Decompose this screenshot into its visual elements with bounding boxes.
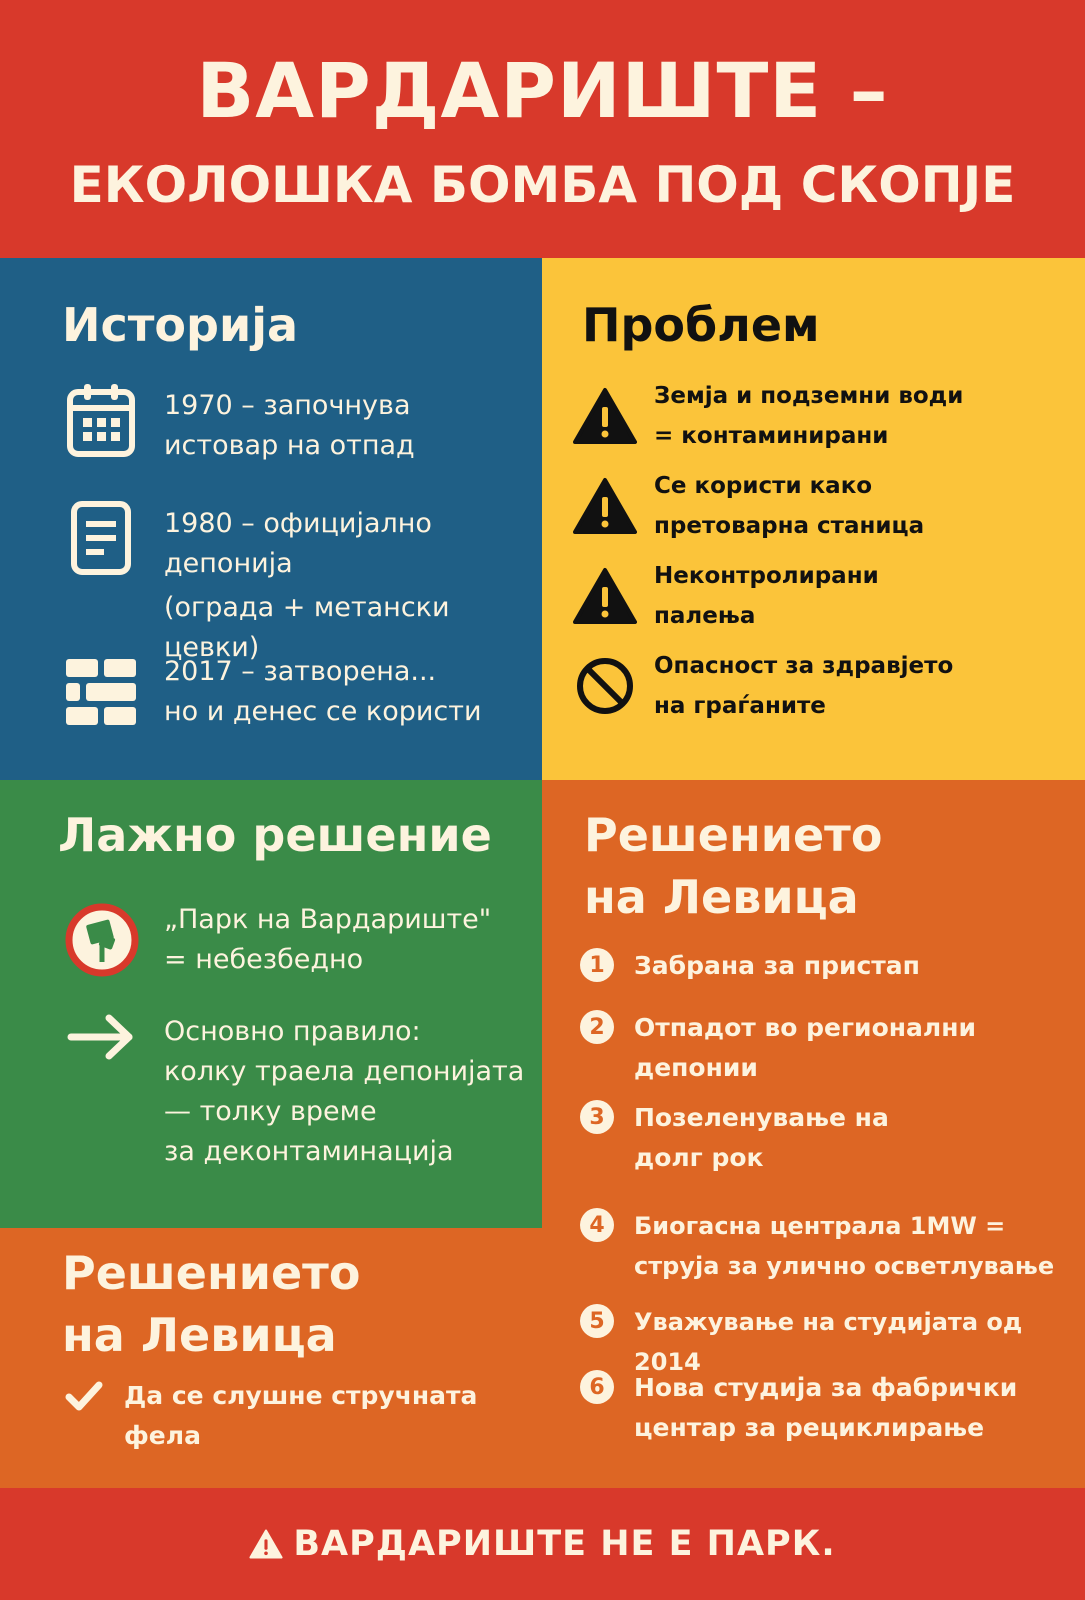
check-icon: [64, 1376, 104, 1416]
problem-section: [542, 258, 1085, 780]
step-number: 6: [580, 1370, 614, 1404]
step-number: 3: [580, 1100, 614, 1134]
title-line-2: ЕКОЛОШКА БОМБА ПОД СКОПЈЕ: [69, 156, 1016, 214]
history-heading: Историја: [62, 298, 298, 352]
warning-icon: [249, 1529, 283, 1559]
solution-step: [580, 1206, 1054, 1286]
problem-item-line: Опасност за здравјето: [654, 653, 954, 679]
history-item-line: 1980 – официјално: [164, 508, 432, 539]
warning-icon: [572, 556, 638, 636]
step-line: Забрана за пристап: [634, 951, 920, 980]
step-number: 4: [580, 1208, 614, 1242]
history-item-note: (ограда + метански цевки): [164, 592, 450, 663]
false-solution-line: „Парк на Вардариште": [164, 904, 492, 935]
footer-text: ВАРДАРИШТЕ НЕ Е ПАРК.: [293, 1524, 836, 1564]
problem-item-line: Земја и подземни води: [654, 383, 964, 409]
warning-icon: [572, 376, 638, 456]
left-solution-heading: [584, 804, 882, 928]
step-line: долг рок: [634, 1143, 764, 1172]
false-solution-line: — толку време: [164, 1096, 377, 1127]
step-line: Отпадот во регионални: [634, 1013, 976, 1042]
problem-item: [572, 556, 879, 636]
false-solution-heading: Лажно решение: [58, 808, 492, 862]
step-line: Нова студија за фабрички: [634, 1373, 1018, 1402]
title-line-1: ВАРДАРИШТЕ –: [196, 46, 889, 135]
problem-item-line: претоварна станица: [654, 513, 925, 539]
problem-heading: Проблем: [582, 298, 820, 352]
history-item-line: депонија: [164, 548, 293, 579]
step-line: центар за рециклирање: [634, 1413, 985, 1442]
left-solution-section-right: [542, 780, 1085, 1488]
header-banner: [0, 0, 1085, 258]
left-solution-heading-line: на Левица: [584, 870, 859, 924]
history-item-line: 1970 – започнува: [164, 390, 411, 421]
step-line: депонии: [634, 1053, 758, 1082]
false-solution-item: [62, 900, 491, 980]
footer-banner: [0, 1488, 1085, 1600]
prohibited-icon: [572, 646, 638, 726]
step-line: Биогасна централа 1MW =: [634, 1212, 1006, 1240]
problem-item: [572, 466, 924, 546]
false-solution-line: = небезбедно: [164, 944, 364, 975]
solution-step: [580, 946, 920, 986]
history-item: [62, 380, 415, 466]
footer-slogan: [0, 1488, 1085, 1600]
solution-step: [580, 1008, 976, 1088]
solution-step: [580, 1098, 889, 1178]
left-solution-heading-line: Решението: [584, 808, 883, 862]
calendar-icon: [62, 380, 140, 460]
history-item: [62, 498, 542, 668]
solution-step: [580, 1368, 1017, 1448]
step-number: 2: [580, 1010, 614, 1044]
history-item-line: истовар на отпад: [164, 430, 415, 461]
arrow-right-icon: [62, 1012, 142, 1062]
problem-item-line: Неконтролирани: [654, 563, 879, 589]
bricks-icon: [62, 652, 140, 732]
history-item-line: 2017 – затворена...: [164, 656, 437, 687]
problem-item: [572, 376, 963, 456]
history-item: [62, 652, 482, 732]
left-solution-item: [64, 1376, 542, 1456]
warning-icon: [572, 466, 638, 546]
left-solution-heading: [62, 1242, 360, 1366]
false-solution-line: колку траела депонијата: [164, 1056, 525, 1087]
false-solution-line: за деконтаминација: [164, 1136, 454, 1167]
step-number: 1: [580, 948, 614, 982]
left-solution-item-text: Да се слушне стручната фела: [124, 1381, 478, 1450]
problem-item: [572, 646, 953, 726]
document-icon: [62, 498, 140, 578]
history-section: [0, 258, 542, 780]
step-line: струја за улично осветлување: [634, 1252, 1055, 1280]
step-line: Уважување на студијата од 2014: [634, 1308, 1023, 1376]
left-solution-heading-line: Решението: [62, 1246, 361, 1300]
park-sign-icon: [62, 900, 142, 980]
problem-item-line: Се користи како: [654, 473, 873, 499]
false-solution-section: [0, 780, 542, 1228]
problem-item-line: на граѓаните: [654, 693, 826, 719]
left-solution-section-bottom: [0, 1228, 542, 1488]
problem-item-line: = контаминирани: [654, 423, 889, 449]
left-solution-heading-line: на Левица: [62, 1308, 337, 1362]
step-line: Позеленување на: [634, 1103, 889, 1132]
false-solution-item: [62, 1012, 524, 1172]
step-number: 5: [580, 1304, 614, 1338]
problem-item-line: палења: [654, 603, 756, 629]
false-solution-line: Основно правило:: [164, 1016, 421, 1047]
history-item-line: но и денес се користи: [164, 696, 482, 727]
